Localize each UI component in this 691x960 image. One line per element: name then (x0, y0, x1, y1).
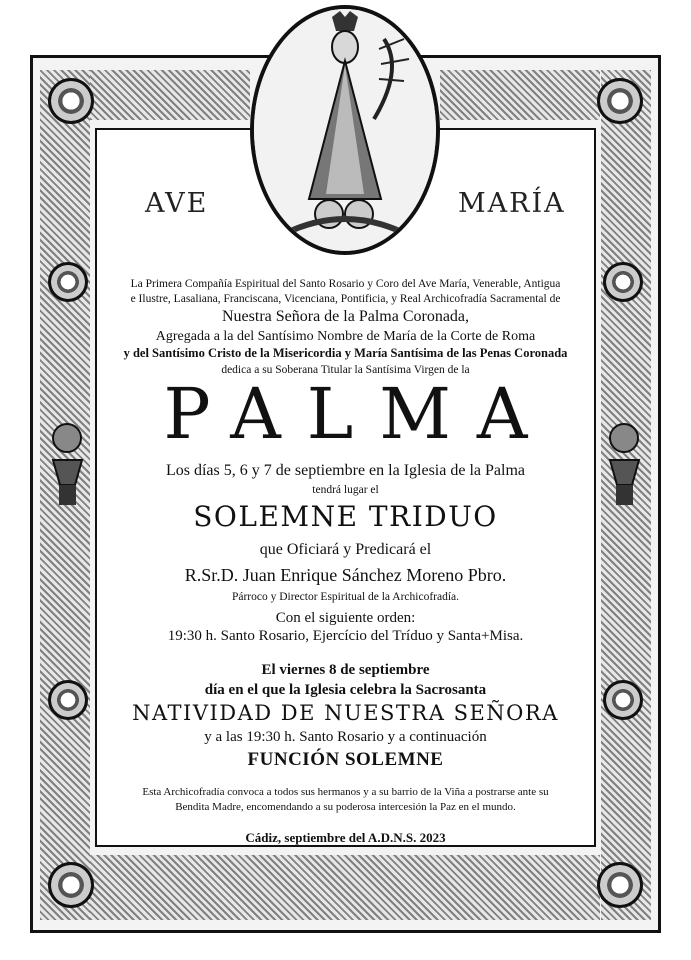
event-preacher-role: Párroco y Director Espiritual de la Archicofradía. (231, 591, 460, 603)
side-rosette-icon (48, 680, 88, 720)
header-right: MARÍA (458, 188, 566, 219)
event-oficiara: que Oficiará y Predicará el (259, 541, 432, 558)
closing-line: Bendita Madre, encomendando a su poderosa intercesión la Paz en el mundo. (175, 801, 516, 813)
signature: Cádiz, septiembre del A.D.N.S. 2023 (245, 830, 446, 845)
event-schedule: 19:30 h. Santo Rosario, Ejercício del Tríduo y Santa+Misa. (167, 628, 524, 644)
flower-urn-icon (602, 420, 647, 510)
frame-band-top (90, 70, 250, 120)
side-rosette-icon (603, 262, 643, 302)
frame-band-top-right (440, 70, 600, 120)
side-rosette-icon (48, 262, 88, 302)
friday-line: El viernes 8 de septiembre (261, 662, 430, 678)
event-dates: Los días 5, 6 y 7 de septiembre en la Iglesia de la Palma (165, 462, 525, 479)
intro-line: La Primera Compañía Espiritual del Santo Rosario y Coro del Ave María, Venerable, Antigua (130, 278, 561, 290)
corner-rosette-icon (597, 78, 643, 124)
event-preacher: R.Sr.D. Juan Enrique Sánchez Moreno Pbro. (184, 565, 507, 585)
intro-line: dedica a su Soberana Titular la Santísima Virgen de la (221, 364, 470, 376)
intro-line: y del Santísimo Cristo de la Misericordia y María Santísima de las Penas Coronada (123, 346, 568, 360)
closing-line: Esta Archicofradía convoca a todos sus hermanos y a su barrio de la Viña a postrarse ante su (142, 786, 549, 798)
event-tendra: tendrá lugar el (312, 484, 379, 496)
virgin-medallion (250, 5, 440, 255)
corner-rosette-icon (48, 78, 94, 124)
brotherhood-name: Nuestra Señora de la Palma Coronada, (221, 308, 470, 325)
feast-name: NATIVIDAD DE NUESTRA SEÑORA (132, 701, 559, 725)
friday-line: y a las 19:30 h. Santo Rosario y a continuación (204, 729, 487, 745)
corner-rosette-icon (48, 862, 94, 908)
friday-line: día en el que la Iglesia celebra la Sacrosanta (204, 682, 487, 698)
virgin-figure-icon (254, 9, 436, 251)
event-orden: Con el siguiente orden: (275, 610, 416, 626)
header-left: AVE (145, 188, 209, 219)
intro-line: e Ilustre, Lasaliana, Franciscana, Vicenciana, Pontificia, y Real Archicofradía Sacramental de (130, 293, 561, 305)
event-name: SOLEMNE TRIDUO (193, 500, 498, 533)
funcion-solemne: FUNCIÓN SOLEMNE (247, 749, 444, 770)
corner-rosette-icon (597, 862, 643, 908)
side-rosette-icon (603, 680, 643, 720)
intro-line: Agregada a la del Santísimo Nombre de María de la Corte de Roma (155, 329, 536, 344)
page-title: PALMA (163, 373, 554, 455)
frame-band-bottom (90, 855, 600, 920)
flower-urn-icon (45, 420, 90, 510)
